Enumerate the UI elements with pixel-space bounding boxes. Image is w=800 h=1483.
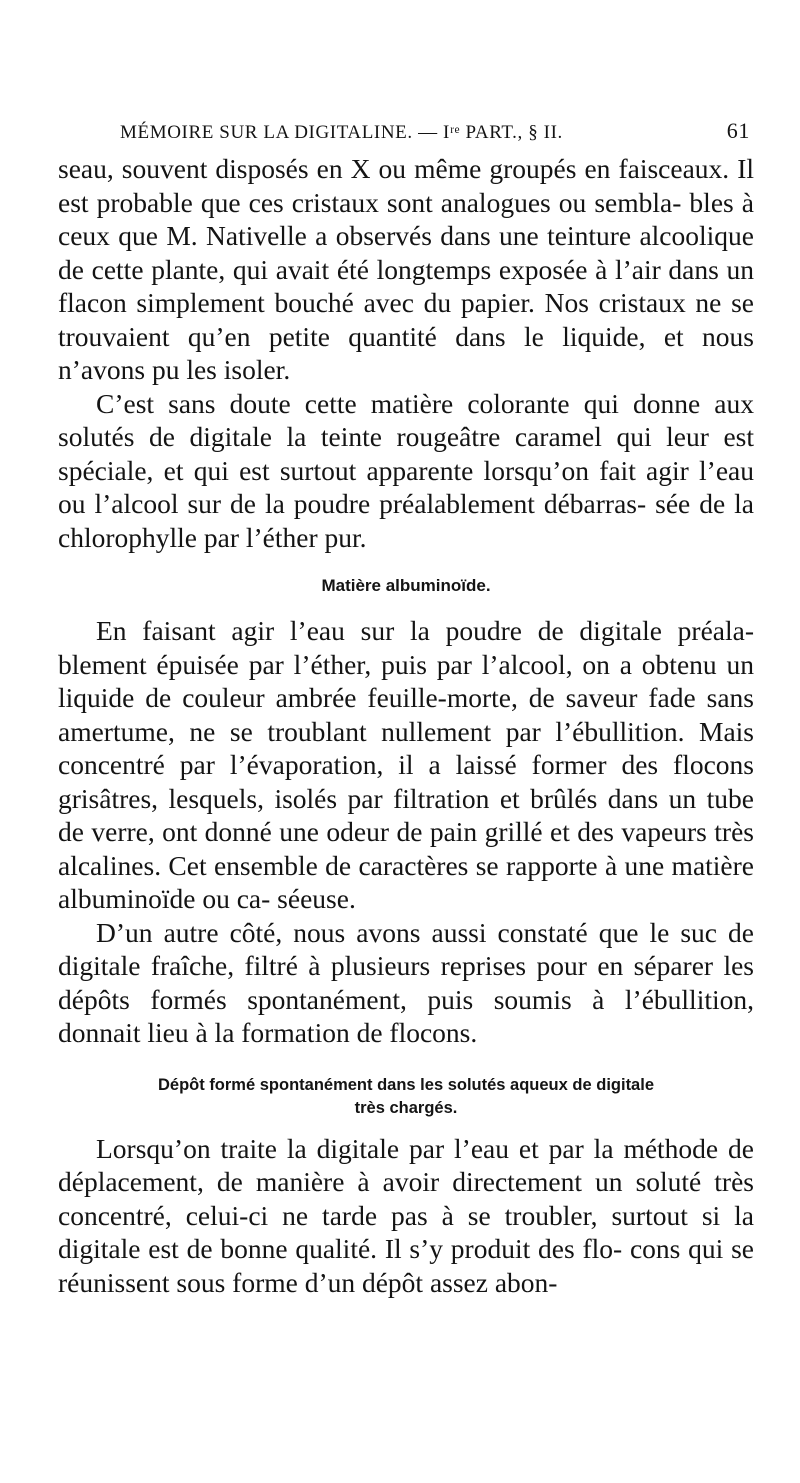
page-number: 61 [726,118,750,143]
paragraph-suc-digitale: D’un autre côté, nous avons aussi constaté que le suc de digitale fraîche, filtré à plusieurs reprises pour en séparer les dépôts formés spontanément, puis soumis à l’ébullition, donnait lieu à la formation de flocons. [58,916,754,1048]
paragraph-depot: Lorsqu’on traite la digitale par l’eau et par la méthode de déplacement, de manière à avoir directement un soluté très concentré, celui-ci ne tarde pas à se troubler, surtout si la digitale est de bonne qualité. Il s’y produit des flo- cons qui se réunissent sous forme d’un dépôt assez abon- [58,1132,754,1298]
running-head [58,118,754,152]
section-heading-matiere-albuminoide: Matière albuminoïde. [321,576,491,595]
section-heading-depot-line1: Dépôt formé spontanément dans les solutés aqueux de digitale [157,1075,654,1094]
running-head-title: MÉMOIRE SUR LA DIGITALINE. — Iʳᵉ PART., § II. [120,122,563,143]
paragraph-continuation: seau, souvent disposés en X ou même groupés en faisceaux. Il est probable que ces cristaux sont analogues ou sembla- bles à ceux que M. Nativelle a observés dans une teinture alcoolique de cette plante, qui avait été longtemps exposée à l’air dans un flacon simplement bouché avec du papier. Nos cristaux ne se trouvaient qu’en petite quantité dans le liquide, et nous n’avons pu les isoler. [58,153,754,385]
section-heading-depot-line2: très chargés. [354,1098,458,1117]
paragraph-albuminoide: En faisant agir l’eau sur la poudre de digitale préala- blement épuisée par l’éther, puis par l’alcool, on a obtenu un liquide de couleur ambrée feuille-morte, de saveur fade sans amertume, ne se troublant nullement par l’ébullition. Mais concentré par l’évaporation, il a laissé former des flocons grisâtres, lesquels, isolés par filtration et brûlés dans un tube de verre, ont donné une odeur de pain grillé et des vapeurs très alcalines. Cet ensemble de caractères se rapporte à une matière albuminoïde ou ca- séeuse. [58,615,754,914]
section-heading-depot [58,1074,754,1120]
paragraph-matiere-colorante: C’est sans doute cette matière colorante qui donne aux solutés de digitale la teinte rougeâtre caramel qui leur est spéciale, et qui est surtout apparente lorsqu’on fait agir l’eau ou l’alcool sur de la poudre préalablement débarras- sée de la chlorophylle par l’éther pur. [58,387,754,553]
